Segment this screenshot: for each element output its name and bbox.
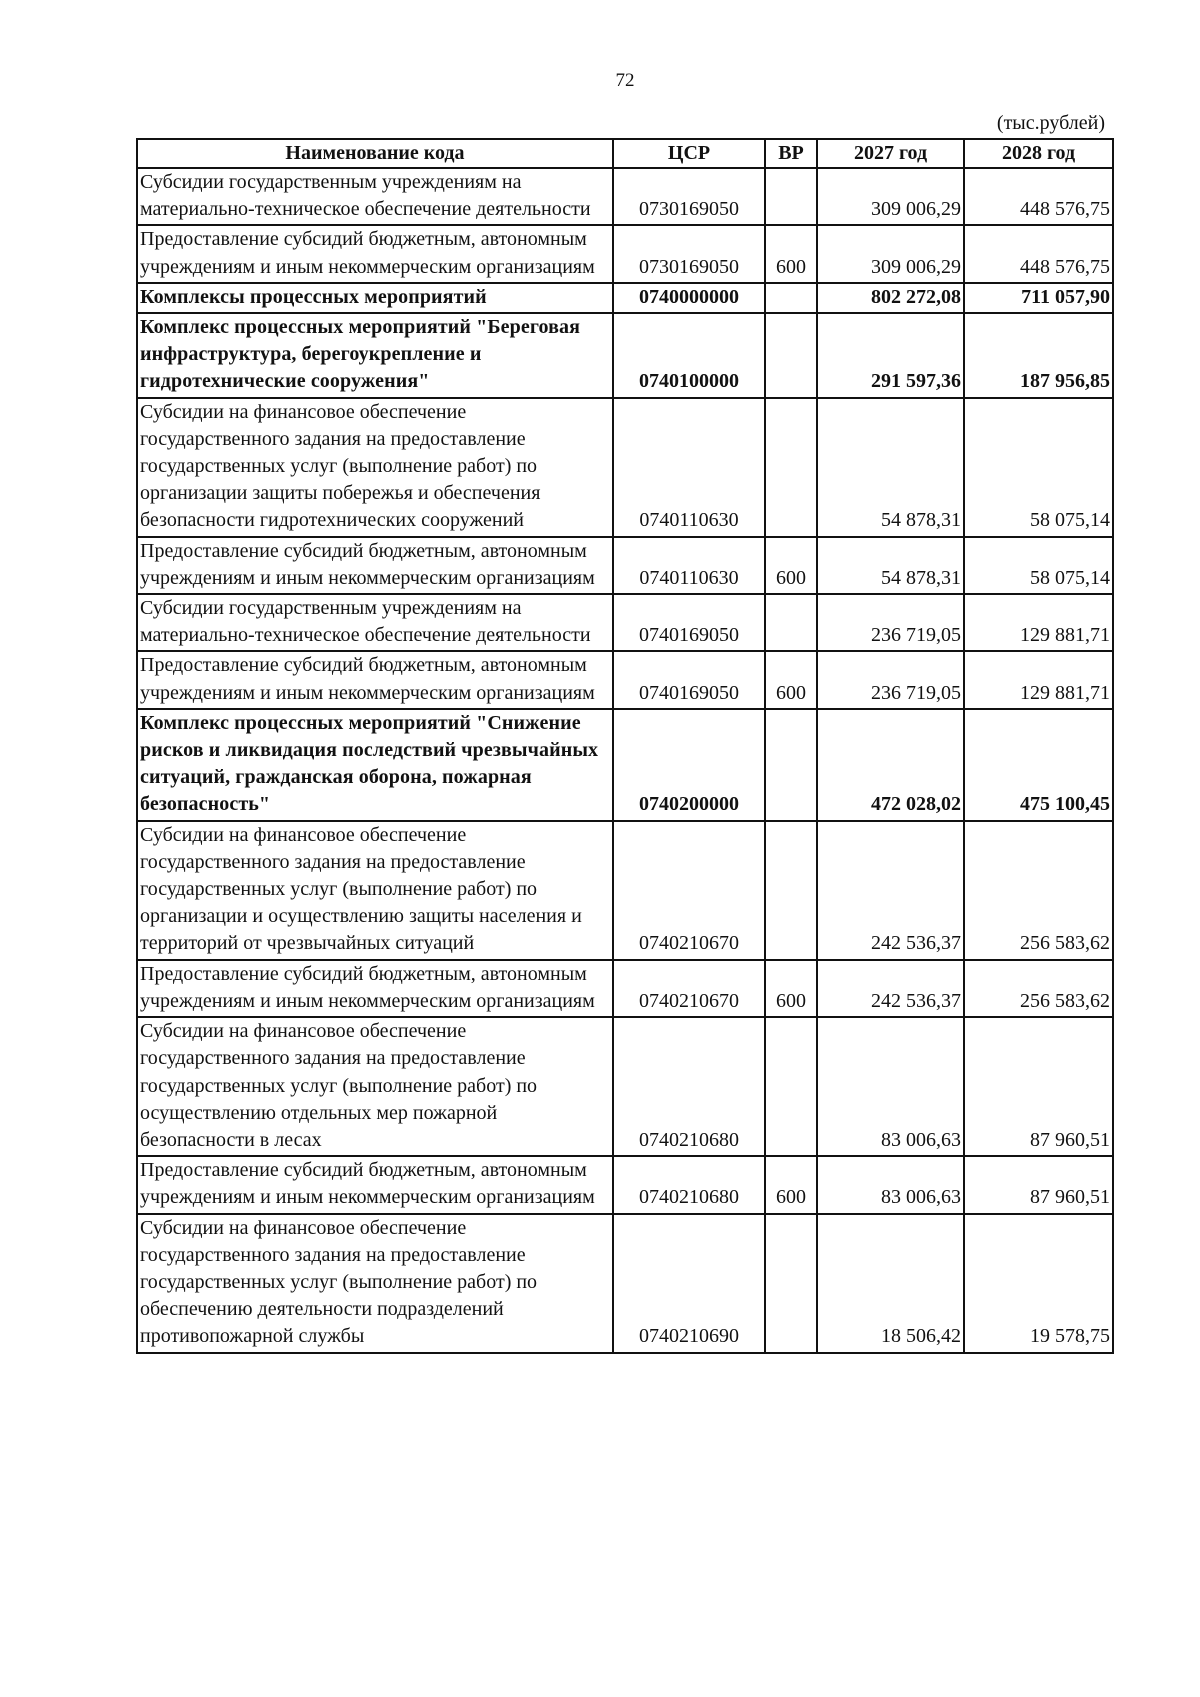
row-csr-cell: 0740169050 <box>613 594 765 651</box>
table-row <box>137 225 1113 282</box>
row-csr-cell: 0740169050 <box>613 651 765 708</box>
row-name-cell: Субсидии на финансовое обеспечение государственного задания на предоставление государственных услуг (выполнение работ) по осуществлению отдельных мер пожарной безопасности в лесах <box>137 1017 613 1156</box>
row-vr-cell <box>765 594 817 651</box>
row-vr-cell: 600 <box>765 960 817 1017</box>
row-2028-cell: 448 576,75 <box>964 168 1113 225</box>
row-vr-cell <box>765 1214 817 1353</box>
page-number: 72 <box>615 70 635 91</box>
row-2027-cell: 309 006,29 <box>817 168 964 225</box>
table-row <box>137 1214 1113 1353</box>
row-2028-cell: 87 960,51 <box>964 1017 1113 1156</box>
row-2027-cell: 54 878,31 <box>817 537 964 594</box>
row-2028-cell: 19 578,75 <box>964 1214 1113 1353</box>
row-name-cell: Субсидии государственным учреждениям на материально-техническое обеспечение деятельности <box>137 168 613 225</box>
header-csr: ЦСР <box>613 139 765 168</box>
table-body <box>137 168 1113 1353</box>
row-name-cell: Субсидии на финансовое обеспечение государственного задания на предоставление государственных услуг (выполнение работ) по организации и осуществлению защиты населения и территорий от чрезвычайных ситуаций <box>137 821 613 960</box>
row-2028-cell: 187 956,85 <box>964 313 1113 398</box>
header-2027: 2027 год <box>817 139 964 168</box>
row-2027-cell: 242 536,37 <box>817 821 964 960</box>
row-name-cell: Предоставление субсидий бюджетным, автономным учреждениям и иным некоммерческим организациям <box>137 1156 613 1213</box>
row-2028-cell: 129 881,71 <box>964 651 1113 708</box>
table-row <box>137 537 1113 594</box>
row-name-cell: Предоставление субсидий бюджетным, автономным учреждениям и иным некоммерческим организациям <box>137 537 613 594</box>
row-2028-cell: 58 075,14 <box>964 537 1113 594</box>
row-csr-cell: 0740210690 <box>613 1214 765 1353</box>
row-vr-cell <box>765 168 817 225</box>
row-2027-cell: 472 028,02 <box>817 709 964 821</box>
row-vr-cell: 600 <box>765 651 817 708</box>
row-2028-cell: 129 881,71 <box>964 594 1113 651</box>
row-2028-cell: 58 075,14 <box>964 398 1113 537</box>
row-csr-cell: 0740100000 <box>613 313 765 398</box>
row-name-cell: Комплекс процессных мероприятий "Снижение рисков и ликвидация последствий чрезвычайных ситуаций, гражданская оборона, пожарная безопасность" <box>137 709 613 821</box>
table-row <box>137 1156 1113 1213</box>
header-name: Наименование кода <box>137 139 613 168</box>
row-csr-cell: 0740210680 <box>613 1017 765 1156</box>
row-name-cell: Предоставление субсидий бюджетным, автономным учреждениям и иным некоммерческим организациям <box>137 225 613 282</box>
table-row <box>137 960 1113 1017</box>
row-csr-cell: 0740210670 <box>613 960 765 1017</box>
table-row <box>137 398 1113 537</box>
row-2027-cell: 83 006,63 <box>817 1017 964 1156</box>
table-row <box>137 651 1113 708</box>
table-row <box>137 709 1113 821</box>
row-csr-cell: 0740110630 <box>613 398 765 537</box>
row-2027-cell: 54 878,31 <box>817 398 964 537</box>
row-vr-cell <box>765 821 817 960</box>
table-header-row <box>137 139 1113 168</box>
row-2027-cell: 309 006,29 <box>817 225 964 282</box>
row-vr-cell: 600 <box>765 1156 817 1213</box>
row-2027-cell: 291 597,36 <box>817 313 964 398</box>
row-csr-cell: 0740210680 <box>613 1156 765 1213</box>
row-2028-cell: 256 583,62 <box>964 960 1113 1017</box>
row-2027-cell: 83 006,63 <box>817 1156 964 1213</box>
row-2027-cell: 236 719,05 <box>817 651 964 708</box>
row-2027-cell: 242 536,37 <box>817 960 964 1017</box>
row-vr-cell: 600 <box>765 225 817 282</box>
row-2028-cell: 711 057,90 <box>964 283 1113 313</box>
row-2027-cell: 18 506,42 <box>817 1214 964 1353</box>
row-csr-cell: 0740000000 <box>613 283 765 313</box>
table-row <box>137 1017 1113 1156</box>
row-name-cell: Субсидии государственным учреждениям на материально-техническое обеспечение деятельности <box>137 594 613 651</box>
row-name-cell: Предоставление субсидий бюджетным, автономным учреждениям и иным некоммерческим организациям <box>137 960 613 1017</box>
row-csr-cell: 0740110630 <box>613 537 765 594</box>
row-2027-cell: 236 719,05 <box>817 594 964 651</box>
row-name-cell: Комплекс процессных мероприятий "Береговая инфраструктура, берегоукрепление и гидротехнические сооружения" <box>137 313 613 398</box>
row-2027-cell: 802 272,08 <box>817 283 964 313</box>
table-row <box>137 168 1113 225</box>
row-2028-cell: 448 576,75 <box>964 225 1113 282</box>
table-row <box>137 821 1113 960</box>
row-csr-cell: 0730169050 <box>613 168 765 225</box>
row-name-cell: Комплексы процессных мероприятий <box>137 283 613 313</box>
row-vr-cell: 600 <box>765 537 817 594</box>
row-csr-cell: 0730169050 <box>613 225 765 282</box>
row-vr-cell <box>765 398 817 537</box>
row-vr-cell <box>765 1017 817 1156</box>
row-csr-cell: 0740210670 <box>613 821 765 960</box>
row-2028-cell: 87 960,51 <box>964 1156 1113 1213</box>
table-row <box>137 283 1113 313</box>
table-row <box>137 594 1113 651</box>
row-vr-cell <box>765 283 817 313</box>
row-2028-cell: 256 583,62 <box>964 821 1113 960</box>
header-2028: 2028 год <box>964 139 1113 168</box>
row-vr-cell <box>765 313 817 398</box>
budget-table <box>136 138 1114 1354</box>
table-row <box>137 313 1113 398</box>
row-name-cell: Субсидии на финансовое обеспечение государственного задания на предоставление государственных услуг (выполнение работ) по обеспечению деятельности подразделений противопожарной службы <box>137 1214 613 1353</box>
row-name-cell: Предоставление субсидий бюджетным, автономным учреждениям и иным некоммерческим организациям <box>137 651 613 708</box>
row-vr-cell <box>765 709 817 821</box>
row-csr-cell: 0740200000 <box>613 709 765 821</box>
row-2028-cell: 475 100,45 <box>964 709 1113 821</box>
units-label: (тыс.рублей) <box>996 112 1105 134</box>
header-vr: ВР <box>765 139 817 168</box>
row-name-cell: Субсидии на финансовое обеспечение государственного задания на предоставление государственных услуг (выполнение работ) по организации защиты побережья и обеспечения безопасности гидротехнических сооружений <box>137 398 613 537</box>
